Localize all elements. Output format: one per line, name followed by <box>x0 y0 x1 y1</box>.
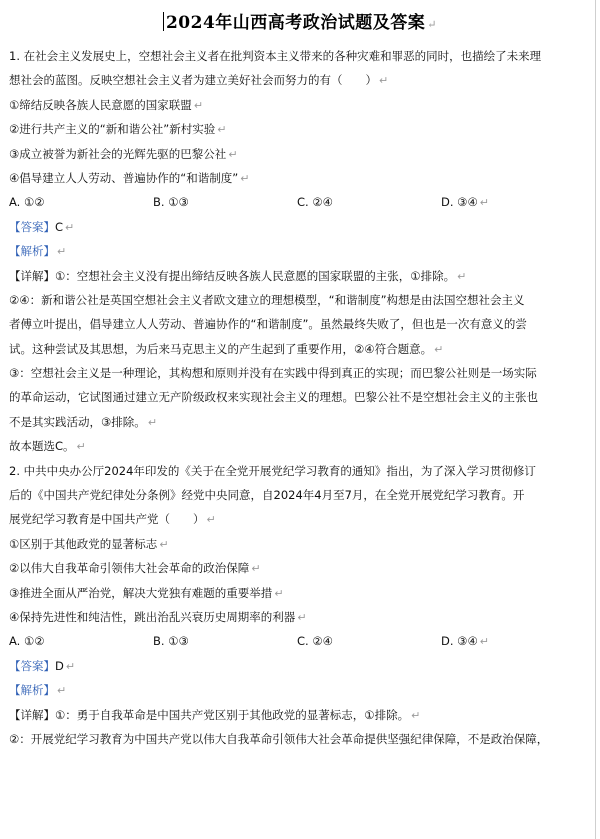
paragraph-mark-icon: ↵ <box>206 513 216 527</box>
q1-choice-a: A. ①② <box>9 195 45 210</box>
paragraph-mark-icon: ↵ <box>297 610 307 624</box>
paragraph-mark-icon: ↵ <box>479 635 490 649</box>
paragraph-mark-icon: ↵ <box>411 708 421 722</box>
q2-choice-a: A. ①② <box>9 634 45 649</box>
q1-option-3: ③成立被誉为新社会的光辉先驱的巴黎公社 ↵ <box>9 146 238 161</box>
paragraph-mark-icon: ↵ <box>240 171 250 185</box>
q1-answer <box>9 215 594 239</box>
paragraph-mark-icon: ↵ <box>479 196 490 210</box>
answer-value: D <box>55 658 64 673</box>
q1-detail-3-line-3: 不是其实践活动，③排除。 ↵ <box>9 414 158 429</box>
q1-option-2: ②进行共产主义的“新和谐公社”新村实验 ↵ <box>9 122 227 137</box>
paragraph-mark-icon: ↵ <box>65 220 75 234</box>
q1-stem-line-1: 1. 在社会主义发展史上，空想社会主义者在批判资本主义带来的各种灾难和罪恶的同时，也描绘了未来理 <box>9 49 542 63</box>
paragraph-mark-icon: ↵ <box>274 586 284 600</box>
q1-choice-c: C. ②④ <box>297 195 333 210</box>
paragraph-mark-icon: ↵ <box>159 537 169 551</box>
q2-option-4: ④保持先进性和纯洁性，跳出治乱兴衰历史周期率的利器 ↵ <box>9 609 307 624</box>
paragraph-mark-icon: ↵ <box>217 123 227 137</box>
paragraph-mark-icon: ↵ <box>457 269 467 283</box>
paragraph-mark-icon: ↵ <box>228 147 238 161</box>
q1-analysis <box>9 239 594 263</box>
q2-choice-b: B. ①③ <box>153 634 189 649</box>
answer-value: C <box>55 219 64 234</box>
paragraph-mark-icon: ↵ <box>57 684 67 698</box>
q2-detail-1: 【详解】①：勇于自我革命是中国共产党区别于其他政党的显著标志，①排除。 ↵ <box>9 707 421 722</box>
q1-detail-3-line-1: ③：空想社会主义是一种理论，其构想和原则并没有在实践中得到真正的实现；而巴黎公社则是一场实际 <box>9 366 537 381</box>
q1-conclusion: 故本题选C。 ↵ <box>9 439 86 454</box>
paragraph-mark-icon: ↵ <box>379 74 389 88</box>
answer-label: 【答案】 <box>9 658 55 673</box>
paragraph-mark-icon: ↵ <box>57 245 67 259</box>
q1-detail-2-line-3: 试。这种尝试及其思想，为后来马克思主义的产生起到了重要作用，②④符合题意。 ↵ <box>9 341 444 356</box>
q1-detail-3-line-2: 的革命运动，它试图通过建立无产阶级政权来实现社会主义的理想。巴黎公社不是空想社会主义的主张也 <box>9 390 538 405</box>
document-title <box>0 8 600 33</box>
q2-stem-line-1: 2. 中共中央办公厅2024年印发的《关于在全党开展党纪学习教育的通知》指出，为了深入学习贯彻修订 <box>9 463 536 478</box>
q1-detail-1: 【详解】①：空想社会主义没有提出缔结反映各族人民意愿的国家联盟的主张，①排除。 ↵ <box>9 268 467 283</box>
paragraph-mark-icon: ↵ <box>76 440 86 454</box>
q2-detail-2: ②：开展党纪学习教育为中国共产党以伟大自我革命引领伟大社会革命提供坚强纪律保障，不是政治保障， <box>9 731 549 746</box>
q1-choice-d: D. ③④ ↵ <box>441 195 490 210</box>
q1-choices <box>9 190 594 214</box>
q2-option-3: ③推进全面从严治党，解决大党独有难题的重要举措 ↵ <box>9 585 284 600</box>
paragraph-mark-icon: ↵ <box>147 415 158 429</box>
analysis-label: 【解析】 <box>9 683 55 698</box>
q1-detail-2-line-1: ②④：新和谐公社是英国空想社会主义者欧文建立的理想模型，“和谐制度”构想是由法国空想社会主义 <box>9 292 525 307</box>
q2-option-2: ②以伟大自我革命引领伟大社会革命的政治保障 ↵ <box>9 561 261 576</box>
q2-choices <box>9 629 594 653</box>
q1-option-1: ①缔结反映各族人民意愿的国家联盟 ↵ <box>9 97 204 112</box>
title-text: 2024年山西高考政治试题及答案 <box>165 13 426 33</box>
q2-choice-c: C. ②④ <box>297 634 333 649</box>
q2-choice-d: D. ③④ ↵ <box>441 634 490 649</box>
paragraph-mark-icon: ↵ <box>434 342 444 356</box>
q2-stem-line-3: 展党纪学习教育是中国共产党（ ） ↵ <box>9 512 216 527</box>
q1-stem-line-2: 想社会的蓝图。反映空想社会主义者为建立美好社会而努力的有（ ） ↵ <box>9 73 389 88</box>
page-edge-divider <box>595 0 596 839</box>
q2-analysis <box>9 678 594 702</box>
q2-answer <box>9 654 594 678</box>
detail-label: 【详解】 <box>9 268 55 283</box>
q2-option-1: ①区别于其他政党的显著标志 ↵ <box>9 536 169 551</box>
analysis-label: 【解析】 <box>9 244 55 259</box>
answer-label: 【答案】 <box>9 219 55 234</box>
q1-detail-2-line-2: 者傅立叶提出，倡导建立人人劳动、普遍协作的“和谐制度”。虽然最终失败了，但也是一次有意义的尝 <box>9 317 527 332</box>
paragraph-mark-icon: ↵ <box>65 659 76 673</box>
q1-choice-b: B. ①③ <box>153 195 189 210</box>
paragraph-mark-icon: ↵ <box>251 562 261 576</box>
paragraph-mark-icon: ↵ <box>427 18 438 31</box>
detail-label: 【详解】 <box>9 707 55 722</box>
paragraph-mark-icon: ↵ <box>193 98 204 112</box>
document-body <box>9 44 594 751</box>
q1-option-4: ④倡导建立人人劳动、普遍协作的“和谐制度” ↵ <box>9 170 250 185</box>
q2-stem-line-2: 后的《中国共产党纪律处分条例》经党中央同意，自2024年4月至7月，在全党开展党纪学习教育。开 <box>9 488 525 503</box>
text-cursor <box>163 12 164 31</box>
